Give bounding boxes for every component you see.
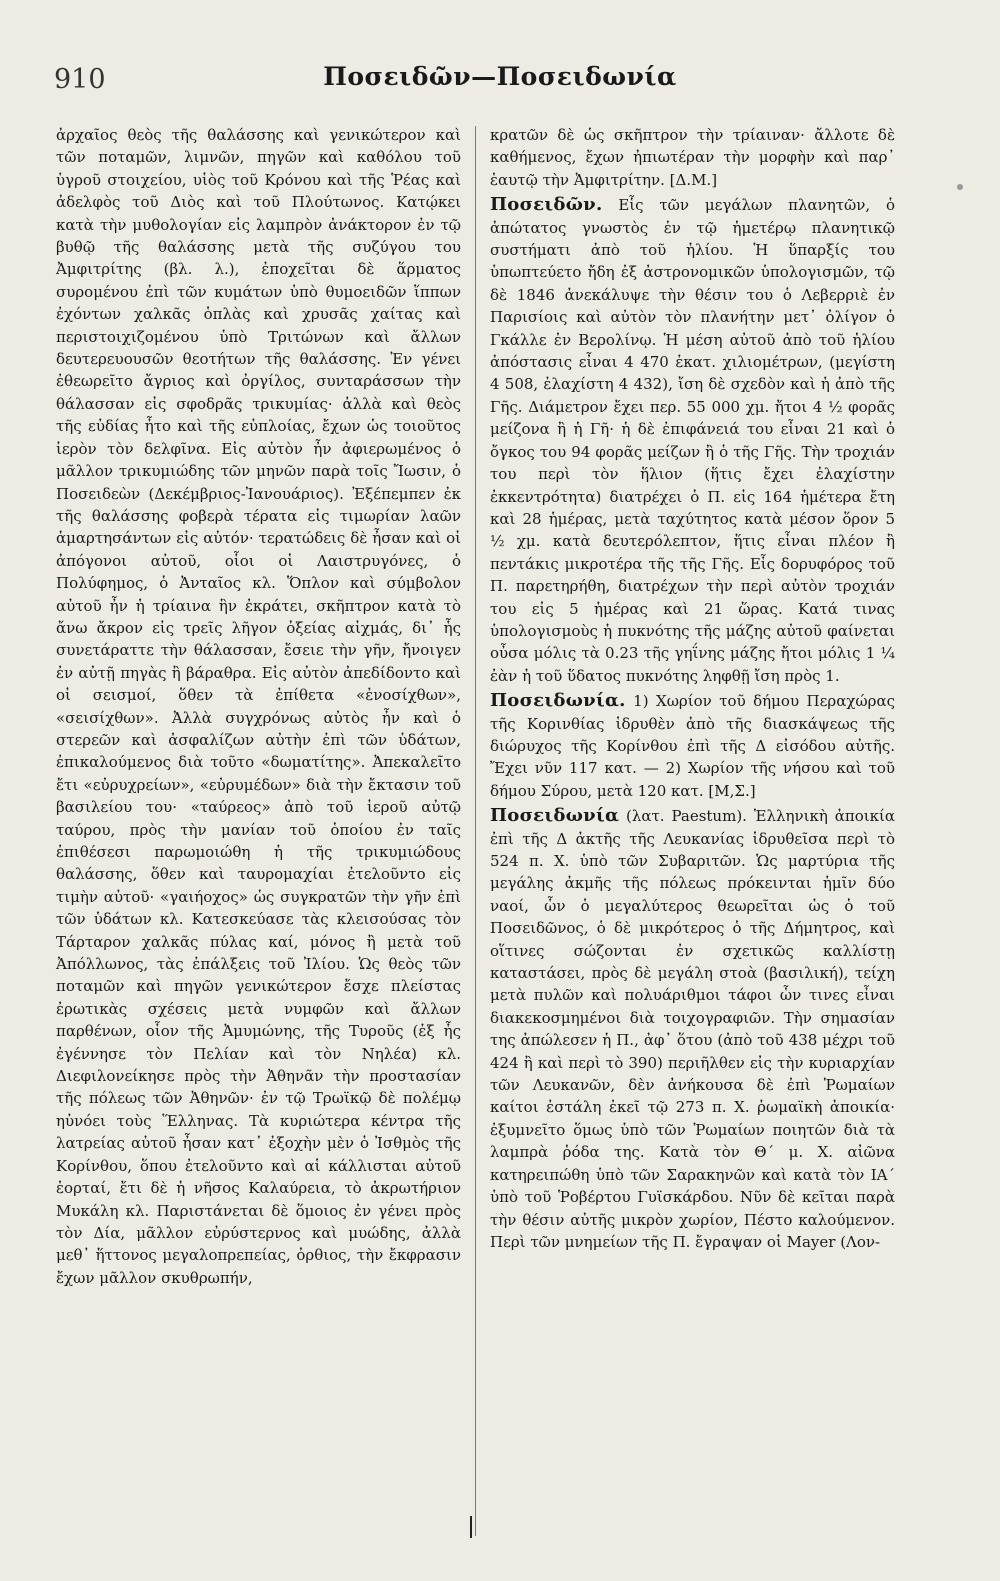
- running-title: Ποσειδῶν—Ποσειδωνία: [323, 62, 677, 91]
- column-divider: [475, 126, 476, 1536]
- left-column: [56, 124, 461, 1289]
- entry-text: Εἷς τῶν μεγάλων πλανητῶν, ὁ ἀπώτατος γνωστὸς ἐν τῷ ἡμετέρῳ πλανητικῷ συστήματι ἀπὸ τοῦ ἡλίου. Ἡ ὕπαρξίς του ὑπωπτεύετο ἤδη ἐξ ἀστρονομικῶν ὑπολογισμῶν, τῷ δὲ 1846 ἀνεκάλυψε τὴν θέσιν του ὁ Λεβερριὲ ἐν Παρισίοις καὶ αὐτὸν τὸν πλανήτην μετ᾽ ὀλίγον ὁ Γκάλλε ἐν Βερολίνῳ. Ἡ μέση αὐτοῦ ἀπὸ τοῦ ἡλίου ἀπόστασις εἶναι 4 470 ἑκατ. χιλιομέτρων, (μεγίστη 4 508, ἐλαχίστη 4 432), ἴση δὲ σχεδὸν καὶ ἡ ἀπὸ τῆς Γῆς. Διάμετρον ἔχει περ. 55 000 χμ. ἤτοι 4 ½ φορᾶς μείζονα ἢ ἡ Γῆ· ἡ δὲ ἐπιφάνειά του εἶναι 21 καὶ ὁ ὄγκος του 94 φορᾶς μείζων ἢ ὁ τῆς Γῆς. Τὴν τροχιάν του περὶ τὸν ἥλιον (ἥτις ἔχει ἐλαχίστην ἐκκεντρότητα) διατρέχει ὁ Π. εἰς 164 ἡμέτερα ἔτη καὶ 28 ἡμέρας, μετὰ ταχύτητος κατὰ μέσον ὅρον 5 ½ χμ. κατὰ δευτερόλεπτον, ἥτις εἶναι πλέον ἢ πεντάκις μικροτέρα τῆς τῆς Γῆς. Εἷς δορυφόρος τοῦ Π. παρετηρήθη, διατρέχων τὴν περὶ αὐτὸν τροχιάν του εἰς 5 ἡμέρας καὶ 21 ὥρας. Κατά τινας ὑπολογισμοὺς ἡ πυκνότης τῆς μάζης αὐτοῦ φαίνεται οὖσα μόλις τὰ 0.23 τῆς γηΐνης μάζης ἤτοι μόλις 1 ¼ ἐὰν ἡ τοῦ ὕδατος πυκνότης ληφθῇ ἴση πρὸς 1.: [490, 196, 895, 685]
- entry-text: 1) Χωρίον τοῦ δήμου Περαχώρας τῆς Κορινθίας ἱδρυθὲν ἀπὸ τῆς διασκάψεως τῆς διώρυχος τῆς Κορίνθου ἐπὶ τῆς Δ εἰσόδου αὐτῆς. Ἔχει νῦν 117 κατ. — 2) Χωρίον τῆς νήσου καὶ τοῦ δήμου Σύρου, μετὰ 120 κατ. [Μ,Σ.]: [490, 692, 895, 800]
- entry-poseidonia-paestum: [490, 805, 895, 1253]
- poseidon-myth-continuation: κρατῶν δὲ ὡς σκῆπτρον τὴν τρίαιναν· ἄλλοτε δὲ καθήμενος, ἔχων ἠπιωτέραν τὴν μορφὴν καὶ παρ᾽ ἑαυτῷ τὴν Ἀμφιτρίτην. [Δ.Μ.]: [490, 126, 895, 189]
- page-header: [40, 62, 960, 98]
- poseidon-myth-entry-text: ἀρχαῖος θεὸς τῆς θαλάσσης καὶ γενικώτερον καὶ τῶν ποταμῶν, λιμνῶν, πηγῶν καὶ καθόλου τοῦ ὑγροῦ στοιχείου, υἱὸς τοῦ Κρόνου καὶ τῆς Ῥέας καὶ ἀδελφὸς τοῦ Διὸς καὶ τοῦ Πλούτωνος. Κατῴκει κατὰ τὴν μυθολογίαν εἰς λαμπρὸν ἀνάκτορον ἐν τῷ βυθῷ τῆς θαλάσσης μετὰ τῆς συζύγου του Ἀμφιτρίτης (βλ. λ.), ἐποχεῖται δὲ ἅρματος συρομένου ἐπὶ τῶν κυμάτων ὑπὸ θυμοειδῶν ἵππων ἐχόντων χαλκᾶς ὁπλὰς καὶ χρυσᾶς χαίτας καὶ περιστοιχιζομένου ὑπὸ Τριτώνων καὶ ἄλλων δευτερευουσῶν θεοτήτων τῆς θαλάσσης. Ἐν γένει ἐθεωρεῖτο ἄγριος καὶ ὀργίλος, συνταράσσων τὴν θάλασσαν εἰς σφοδρᾶς τρικυμίας· ἀλλὰ καὶ θεὸς τῆς εὐδίας ἦτο καὶ τῆς εὐπλοίας, ἔχων ὡς τοιοῦτος ἱερὸν τὸν δελφῖνα. Εἰς αὐτὸν ἦν ἀφιερωμένος ὁ μᾶλλον τρικυμιώδης τῶν μηνῶν παρὰ τοῖς Ἴωσιν, ὁ Ποσειδεὼν (Δεκέμβριος-Ἰανουάριος). Ἐξέπεμπεν ἐκ τῆς θαλάσσης φοβερὰ τέρατα εἰς τιμωρίαν λαῶν ἁμαρτησάντων εἰς αὐτόν· τερατώδεις δὲ ἦσαν καὶ οἱ ἀπόγονοι αὐτοῦ, οἷοι οἱ Λαιστρυγόνες, ὁ Πολύφημος, ὁ Ἀνταῖος κλ. Ὅπλον καὶ σύμβολον αὐτοῦ ἦν ἡ τρίαινα ἣν ἐκράτει, σκῆπτρον κατὰ τὸ ἄνω ἄκρον εἰς τρεῖς λῆγον ὀξείας αἰχμάς, δι᾽ ἧς συνετάραττε τὴν θάλασσαν, ἔσειε τὴν γῆν, ἤνοιγεν ἐν αὐτῇ πηγὰς ἢ βάραθρα. Εἰς αὐτὸν ἀπεδίδοντο καὶ οἱ σεισμοί, ὅθεν τὰ ἐπίθετα «ἐνοσίχθων», «σεισίχθων». Ἀλλὰ συγχρόνως αὐτὸς ἦν καὶ ὁ στερεῶν καὶ ἀσφαλίζων αὐτὴν ἐπὶ τῶν ὑδάτων, ἐπικαλούμενος διὰ τοῦτο «δωματίτης». Ἀπεκαλεῖτο ἔτι «εὐρυχρείων», «εὐρυμέδων» διὰ τὴν ἔκτασιν τοῦ βασιλείου του· «ταύρεος» ἀπὸ τοῦ ἱεροῦ αὐτῷ ταύρου, πρὸς τὴν μανίαν τοῦ ὁποίου ἐν ταῖς ἐπιθέσεσι παρωμοιώθη ἡ τῆς τρικυμιώδους θαλάσσης, ὅθεν καὶ ταυρομαχίαι ἐτελοῦντο εἰς τιμὴν αὐτοῦ· «γαιήοχος» ὡς συγκρατῶν τὴν γῆν ἐπὶ τῶν ὑδάτων κλ. Κατεσκεύασε τὰς κλεισούσας τὸν Τάρταρον χαλκᾶς πύλας καί, μόνος ἢ μετὰ τοῦ Ἀπόλλωνος, τὰς ἐπάλξεις τοῦ Ἰλίου. Ὡς θεὸς τῶν ποταμῶν καὶ πηγῶν γενικώτερον ἔσχε πλείστας ἐρωτικὰς σχέσεις μετὰ νυμφῶν καὶ ἄλλων παρθένων, οἷον τῆς Ἀμυμώνης, τῆς Τυροῦς (ἐξ ἧς ἐγέννησε τὸν Πελίαν καὶ τὸν Νηλέα) κλ. Διεφιλονείκησε πρὸς τὴν Ἀθηνᾶν τὴν προστασίαν τῆς πόλεως τῶν Ἀθηνῶν· ἐν τῷ Τρωϊκῷ δὲ πολέμῳ ηὐνόει τοὺς Ἕλληνας. Τὰ κυριώτερα κέντρα τῆς λατρείας αὐτοῦ ἦσαν κατ᾽ ἐξοχὴν μὲν ὁ Ἰσθμὸς τῆς Κορίνθου, ὅπου ἐτελοῦντο καὶ αἱ κάλλισται αὐτοῦ ἑορταί, ἔτι δὲ ἡ νῆσος Καλαύρεια, τὸ ἀκρωτήριον Μυκάλη κλ. Παριστάνεται δὲ ὅμοιος ἐν γένει πρὸς τὸν Δία, μᾶλλον εὐρύστερνος καὶ μυώδης, ἀλλὰ μεθ᾽ ἥττονος μεγαλοπρεπείας, ὀρθιος, τὴν ἔκφρασιν ἔχων μᾶλλον σκυθρωπήν,: [56, 126, 461, 1287]
- print-mark: [470, 1516, 472, 1538]
- entry-poseidonia-village: [490, 690, 895, 802]
- right-column: [490, 124, 895, 1256]
- entry-headword: Ποσειδωνία.: [490, 690, 626, 712]
- entry-headword: Ποσειδῶν.: [490, 194, 603, 216]
- print-speck: [957, 184, 963, 190]
- page-number: 910: [54, 64, 106, 95]
- entry-text: (λατ. Paestum). Ἑλληνικὴ ἀποικία ἐπὶ τῆς Δ ἀκτῆς τῆς Λευκανίας ἱδρυθεῖσα περὶ τὸ 524 π. Χ. ὑπὸ τῶν Συβαριτῶν. Ὡς μαρτύρια τῆς μεγάλης ἀκμῆς τῆς πόλεως πρόκεινται ἡμῖν δύο ναοί, ὧν ὁ μεγαλύτερος θεωρεῖται ὡς ὁ τοῦ Ποσειδῶνος, ὁ δὲ μικρότερος ὁ τῆς Δήμητρος, καὶ οἵτινες σώζονται ἐν σχετικῶς καλλίστῃ καταστάσει, πρὸς δὲ μεγάλη στοὰ (βασιλική), τείχη μετὰ πυλῶν καὶ πολυάριθμοι τάφοι ὧν τινες εἶναι διακεκοσμημένοι διὰ τοιχογραφιῶν. Τὴν σημασίαν της ἀπώλεσεν ἡ Π., ἀφ᾽ ὅτου (ἀπὸ τοῦ 438 μέχρι τοῦ 424 ἢ καὶ περὶ τὸ 390) περιῆλθεν εἰς τὴν κυριαρχίαν τῶν Λευκανῶν, δὲν ἀνήκουσα δὲ ἐπὶ Ῥωμαίων καίτοι ἐστάλη ἐκεῖ τῷ 273 π. Χ. ῥωμαϊκὴ ἀποικία· ἐξυμνεῖτο ὅμως ὑπὸ τῶν Ῥωμαίων ποιητῶν διὰ τὰ λαμπρὰ ῥόδα της. Κατὰ τὸν Θ´ μ. Χ. αἰῶνα κατηρειπώθη ὑπὸ τῶν Σαρακηνῶν καὶ κατὰ τὸν ΙΑ´ ὑπὸ τοῦ Ῥοβέρτου Γυϊσκάρδου. Νῦν δὲ κεῖται παρὰ τὴν θέσιν αὐτῆς μικρὸν χωρίον, Πέστο καλούμενον. Περὶ τῶν μνημείων τῆς Π. ἔγραψαν οἱ Mayer (Λον-: [490, 807, 895, 1251]
- entry-planet-neptune: [490, 194, 895, 687]
- entry-headword: Ποσειδωνία: [490, 805, 620, 827]
